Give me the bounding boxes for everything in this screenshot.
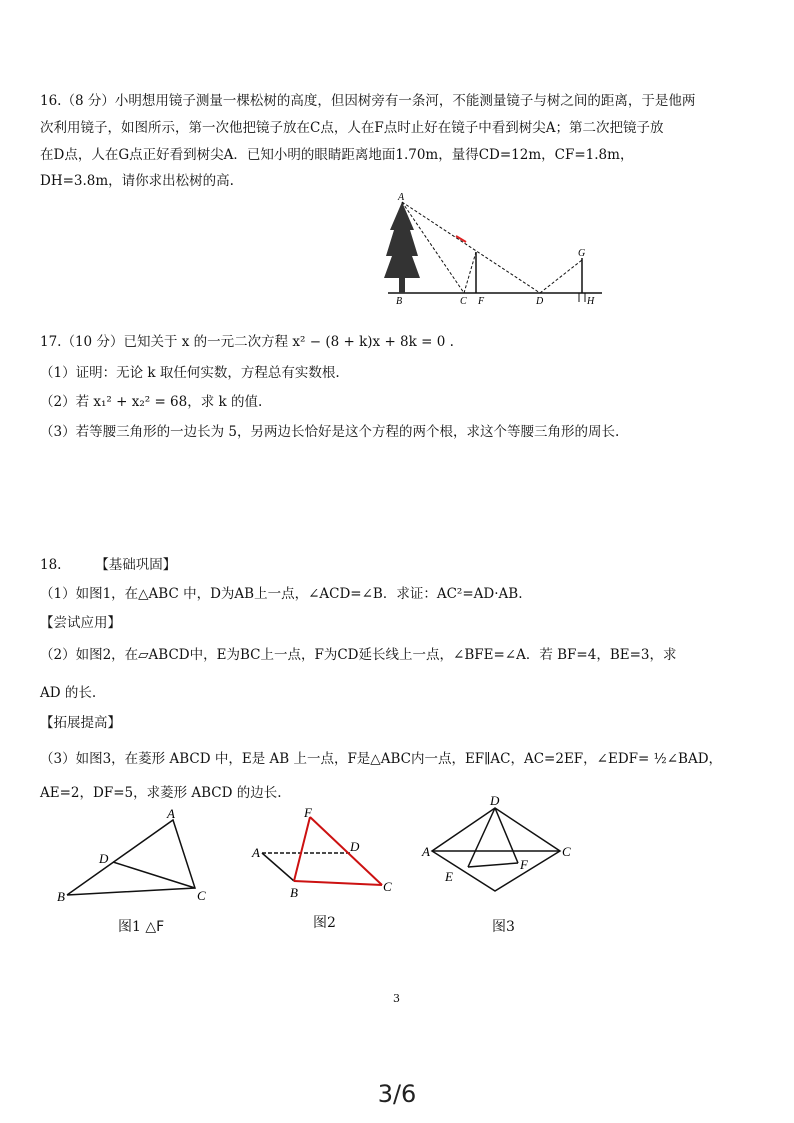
fig3-label-d: D [490, 793, 500, 808]
q17-part-1: （1）证明：无论 k 取任何实数，方程总有实数根. [40, 365, 340, 381]
pager-indicator: 3/6 [377, 1080, 417, 1108]
fig3-label-e: E [445, 869, 453, 884]
q18-part-2-cont: AD 的长. [40, 685, 97, 701]
fig2-label-d: D [350, 839, 360, 854]
fig2-label-b: B [290, 885, 298, 900]
q18-part-2: （2）如图2，在▱ABCD中，E为BC上一点，F为CD延长线上一点，∠BFE=∠A．若 BF=4，BE=3，求 [40, 647, 677, 663]
page-number: 3 [393, 992, 400, 1005]
pine-tree-icon [384, 202, 420, 293]
q17-part-2: （2）若 x₁² + x₂² = 68，求 k 的值. [40, 394, 263, 410]
q16-line-3: 在D点，人在G点正好看到树尖A．已知小明的眼睛距离地面1.70m，量得CD=12m，CF=1.8m， [40, 147, 634, 163]
fig1-label-b: B [57, 889, 65, 904]
q18-stem: 18. 【基础巩固】 [40, 557, 177, 573]
q18-part-3: （3）如图3，在菱形 ABCD 中，E是 AB 上一点，F是△ABC内一点，EF∥AC，AC=2EF，∠EDF= ½∠BAD， [40, 751, 723, 767]
fig1-label-c: C [197, 888, 206, 903]
fig2-caption: 图2 [313, 915, 336, 931]
fig3-label-f: F [520, 857, 528, 872]
fig3-caption: 图3 [492, 919, 515, 935]
q16-line-2: 次利用镜子，如图所示，第一次他把镜子放在C点，人在F点时止好在镜子中看到树尖A；第二次把镜子放 [40, 120, 664, 136]
fig2-label-a: A [252, 845, 260, 860]
fig3-label-c: C [562, 844, 571, 859]
q17-stem: 17.（10 分）已知关于 x 的一元二次方程 x² − (8 + k)x + 8k = 0 . [40, 334, 454, 350]
fig2-label-c: C [383, 879, 392, 894]
q18-part-3-cont: AE=2，DF=5，求菱形 ABCD 的边长. [40, 785, 282, 801]
fig1-label-d: D [99, 851, 109, 866]
fig1-label-a: A [167, 806, 175, 821]
q16-label-a: A [398, 192, 405, 203]
q16-label-f: F [478, 296, 485, 307]
q18-figure-2 [250, 805, 395, 900]
q18-heading-3: 【拓展提高】 [40, 715, 121, 731]
q16-label-c: C [460, 296, 467, 307]
q16-label-d: D [536, 296, 544, 307]
q16-line-4: DH=3.8m，请你求出松树的高. [40, 173, 234, 189]
q16-label-h: H [587, 296, 595, 307]
fig1-caption: 图1 △F [118, 919, 165, 935]
q18-figure-1 [55, 800, 220, 910]
fig3-label-a: A [422, 844, 430, 859]
q16-label-g: G [578, 248, 586, 259]
q17-part-3: （3）若等腰三角形的一边长为 5，另两边长恰好是这个方程的两个根，求这个等腰三角形的周长. [40, 424, 620, 440]
fig2-label-f: F [304, 805, 312, 820]
q18-part-1: （1）如图1，在△ABC 中，D为AB上一点，∠ACD=∠B．求证：AC²=AD·AB. [40, 586, 523, 602]
q16-line-1: 16.（8 分）小明想用镜子测量一棵松树的高度，但因树旁有一条河，不能测量镜子与树之间的距离，于是他两 [40, 93, 696, 109]
fig1-handwritten-note: △F [145, 919, 165, 935]
q18-heading-2: 【尝试应用】 [40, 615, 121, 631]
q16-label-b: B [396, 296, 403, 307]
q18-figure-3 [420, 793, 580, 893]
q16-figure [380, 190, 610, 310]
